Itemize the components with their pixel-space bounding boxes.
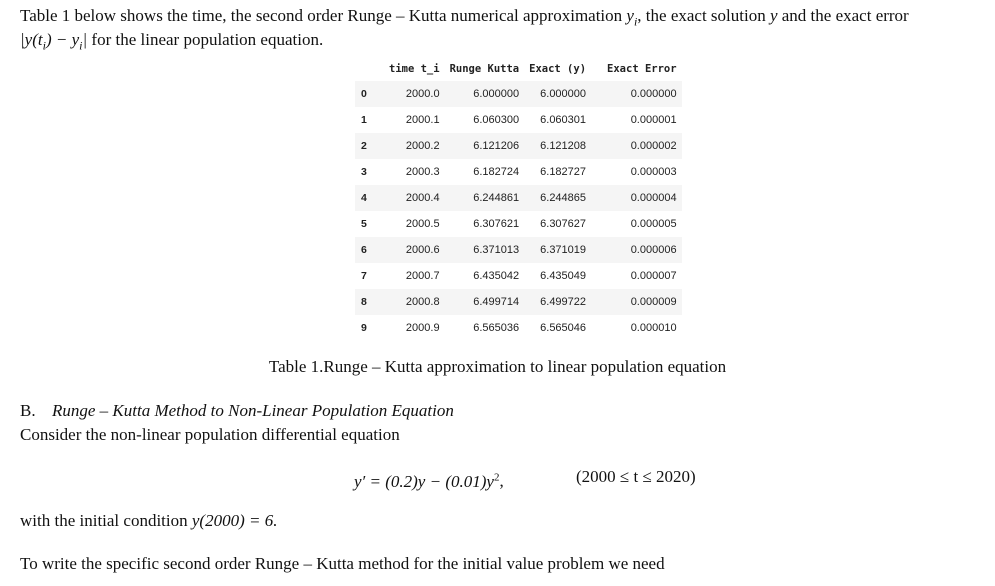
cell-runge-kutta: 6.435042: [445, 263, 525, 289]
cell-runge-kutta: 6.121206: [445, 133, 525, 159]
cell-exact: 6.435049: [524, 263, 591, 289]
row-index: 6: [355, 237, 384, 263]
section-label: B.: [20, 401, 36, 420]
cell-error: 0.000002: [591, 133, 682, 159]
cell-error: 0.000005: [591, 211, 682, 237]
table-row: [355, 107, 682, 133]
cell-error: 0.000006: [591, 237, 682, 263]
header-time: time t_i: [389, 63, 440, 75]
cell-time: 2000.4: [384, 185, 445, 211]
cell-time: 2000.1: [384, 107, 445, 133]
cell-time: 2000.3: [384, 159, 445, 185]
table-row: [355, 159, 682, 185]
row-index: 2: [355, 133, 384, 159]
table-row: [355, 237, 682, 263]
cell-exact: 6.060301: [524, 107, 591, 133]
cell-runge-kutta: 6.000000: [445, 81, 525, 107]
cell-time: 2000.7: [384, 263, 445, 289]
row-index: 9: [355, 315, 384, 341]
table-row: [355, 315, 682, 341]
results-table: [355, 57, 682, 341]
cell-error: 0.000000: [591, 81, 682, 107]
cell-time: 2000.6: [384, 237, 445, 263]
cell-runge-kutta: 6.182724: [445, 159, 525, 185]
table-caption: Table 1.Runge – Kutta approximation to linear population equation: [268, 357, 727, 376]
table-header-row: [355, 57, 682, 81]
row-index: 0: [355, 81, 384, 107]
table-row: [355, 81, 682, 107]
cell-exact: 6.244865: [524, 185, 591, 211]
cell-runge-kutta: 6.499714: [445, 289, 525, 315]
cell-runge-kutta: 6.307621: [445, 211, 525, 237]
table-row: [355, 133, 682, 159]
row-index: 3: [355, 159, 384, 185]
cell-exact: 6.307627: [524, 211, 591, 237]
cell-time: 2000.9: [384, 315, 445, 341]
intro-line-1: Table 1 below shows the time, the second order Runge – Kutta numerical approximation $y_i$, the exact solution y and the exact error: [20, 6, 909, 29]
row-index: 7: [355, 263, 384, 289]
table-row: [355, 263, 682, 289]
last-line: To write the specific second order Runge – Kutta method for the initial value problem we need: [20, 554, 665, 573]
cell-error: 0.000010: [591, 315, 682, 341]
header-error: Exact Error: [607, 63, 677, 75]
row-index: 8: [355, 289, 384, 315]
header-index: [355, 57, 384, 81]
var-y-i: $y_i$: [626, 6, 638, 29]
intro-line-2: $|y(t_i) - y_i|$ for the linear population equation.: [20, 30, 324, 53]
cell-runge-kutta: 6.244861: [445, 185, 525, 211]
equation-lhs: $y' = (0.2)y - (0.01)y^2$: [354, 471, 500, 491]
cell-runge-kutta: 6.060300: [445, 107, 525, 133]
cell-error: 0.000007: [591, 263, 682, 289]
cell-exact: 6.182727: [524, 159, 591, 185]
table-row: [355, 289, 682, 315]
equation: $y' = (0.2)y - (0.01)y^2$,: [354, 471, 504, 491]
cell-exact: 6.499722: [524, 289, 591, 315]
consider-text: Consider the non-linear population differential equation: [20, 425, 400, 444]
cell-error: 0.000004: [591, 185, 682, 211]
cell-runge-kutta: 6.565036: [445, 315, 525, 341]
cell-exact: 6.565046: [524, 315, 591, 341]
cell-time: 2000.0: [384, 81, 445, 107]
cell-exact: 6.000000: [524, 81, 591, 107]
table-row: [355, 185, 682, 211]
cell-error: 0.000001: [591, 107, 682, 133]
equation-range: (2000 ≤ t ≤ 2020): [576, 467, 696, 486]
header-exact: Exact (y): [529, 63, 587, 75]
initial-condition: with the initial condition y(2000) = 6.: [20, 511, 278, 530]
cell-error: 0.000009: [591, 289, 682, 315]
row-index: 5: [355, 211, 384, 237]
table-row: [355, 211, 682, 237]
cell-time: 2000.5: [384, 211, 445, 237]
cell-exact: 6.371019: [524, 237, 591, 263]
cell-error: 0.000003: [591, 159, 682, 185]
section-title: Runge – Kutta Method to Non-Linear Population Equation: [52, 401, 454, 420]
error-expression: $|y(t_i) - y_i|$: [20, 30, 88, 53]
section-heading: [20, 399, 454, 423]
cell-time: 2000.2: [384, 133, 445, 159]
header-runge-kutta: Runge Kutta: [449, 63, 520, 75]
row-index: 1: [355, 107, 384, 133]
cell-time: 2000.8: [384, 289, 445, 315]
cell-exact: 6.121208: [524, 133, 591, 159]
row-index: 4: [355, 185, 384, 211]
cell-runge-kutta: 6.371013: [445, 237, 525, 263]
